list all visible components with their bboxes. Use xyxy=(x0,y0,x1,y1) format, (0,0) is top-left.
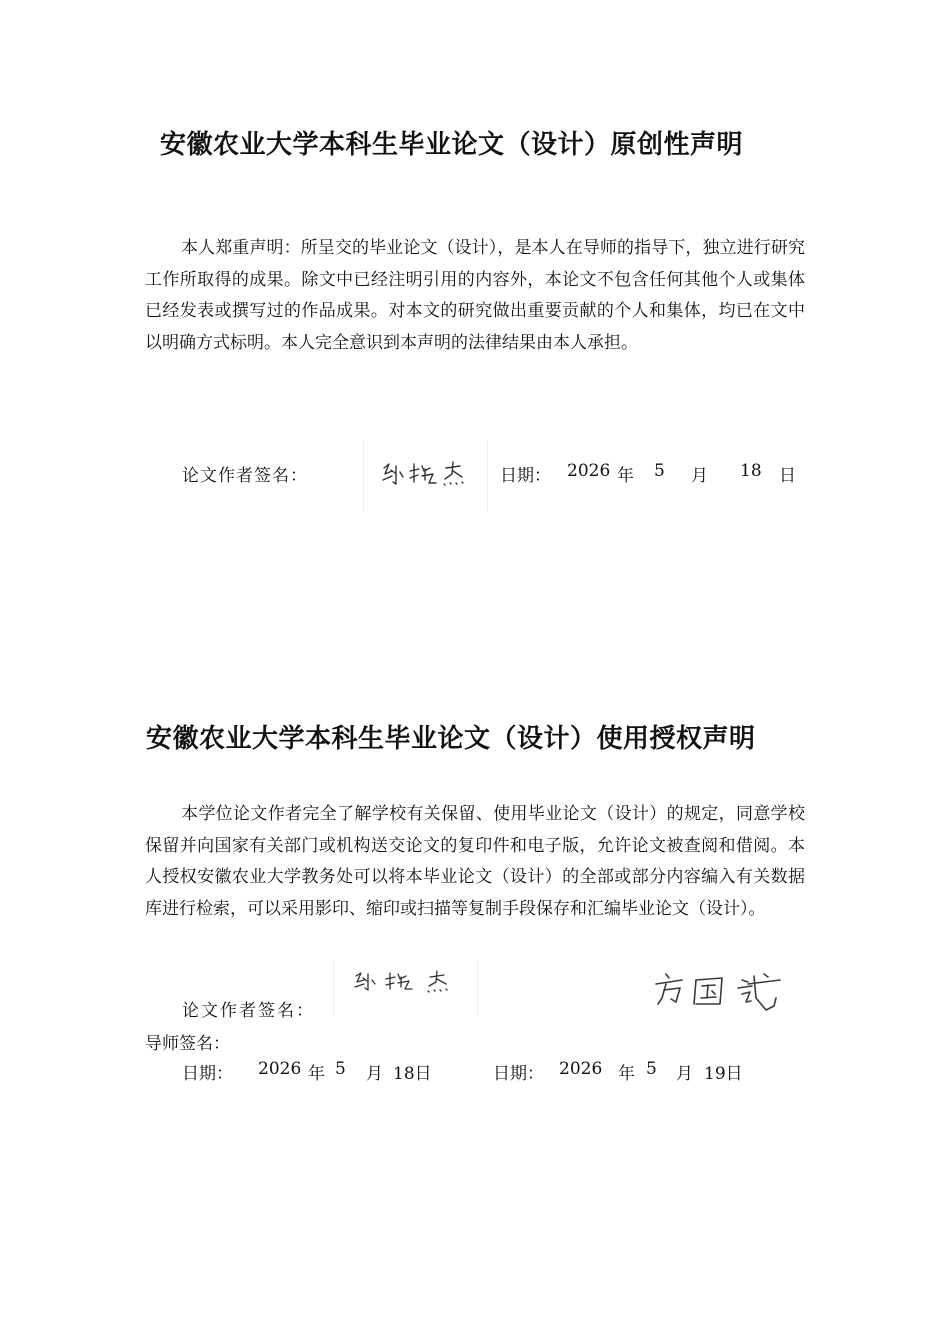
originality-year-char: 年 xyxy=(617,466,634,486)
originality-title: 安徽农业大学本科生毕业论文（设计）原创性声明 xyxy=(160,130,744,160)
scan-edge-right xyxy=(487,440,488,512)
authorization-advisor-year-char: 年 xyxy=(618,1064,635,1084)
authorization-advisor-date-month: 5 xyxy=(646,1059,657,1079)
authorization-body: 本学位论文作者完全了解学校有关保留、使用毕业论文（设计）的规定，同意学校保留并向国家有关部门或机构送交论文的复印件和电子版，允许论文被查阅和借阅。本人授权安徽农业大学教务处可以将本毕业论文（设计）的全部或部分内容编入有关数据库进行检索，可以采用影印、缩印或扫描等复制手段保存和汇编毕业论文（设计）。 xyxy=(145,804,805,919)
scan-edge-left-2 xyxy=(333,960,334,1016)
authorization-advisor-signature-label: 导师签名： xyxy=(145,1034,230,1054)
authorization-author-year-char: 年 xyxy=(308,1064,325,1084)
authorization-advisor-month-char: 月 xyxy=(676,1064,693,1084)
scan-edge-right-2 xyxy=(477,960,478,1016)
originality-date-label: 日期： xyxy=(500,466,551,486)
authorization-author-signature-label: 论文作者签名： xyxy=(182,1001,315,1021)
originality-date-day: 18 xyxy=(740,461,762,481)
authorization-advisor-date-day: 19日 xyxy=(704,1064,743,1084)
originality-date-month: 5 xyxy=(654,461,665,481)
originality-signature-label: 论文作者签名： xyxy=(182,466,308,486)
scan-edge-left xyxy=(363,440,364,512)
author-signature-image xyxy=(380,456,470,490)
authorization-author-date-month: 5 xyxy=(335,1059,346,1079)
originality-month-char: 月 xyxy=(691,466,708,486)
authorization-author-date-year: 2026 xyxy=(258,1059,302,1079)
originality-body: 本人郑重声明：所呈交的毕业论文（设计），是本人在导师的指导下，独立进行研究工作所取得的成果。除文中已经注明引用的内容外，本论文不包含任何其他个人或集体已经发表或撰写过的作品成果。对本文的研究做出重要贡献的个人和集体，均已在文中以明确方式标明。本人完全意识到本声明的法律结果由本人承担。 xyxy=(145,238,805,353)
authorization-advisor-date-year: 2026 xyxy=(559,1059,603,1079)
authorization-author-date-label: 日期： xyxy=(182,1064,233,1084)
authorization-author-date-day: 18日 xyxy=(393,1064,432,1084)
author-signature-image-2 xyxy=(352,968,456,998)
authorization-title: 安徽农业大学本科生毕业论文（设计）使用授权声明 xyxy=(146,724,756,754)
advisor-signature-image xyxy=(652,968,790,1016)
authorization-advisor-date-label: 日期： xyxy=(493,1064,544,1084)
authorization-author-month-char: 月 xyxy=(366,1064,383,1084)
originality-date-year: 2026 xyxy=(567,461,611,481)
originality-day-char: 日 xyxy=(779,466,796,486)
